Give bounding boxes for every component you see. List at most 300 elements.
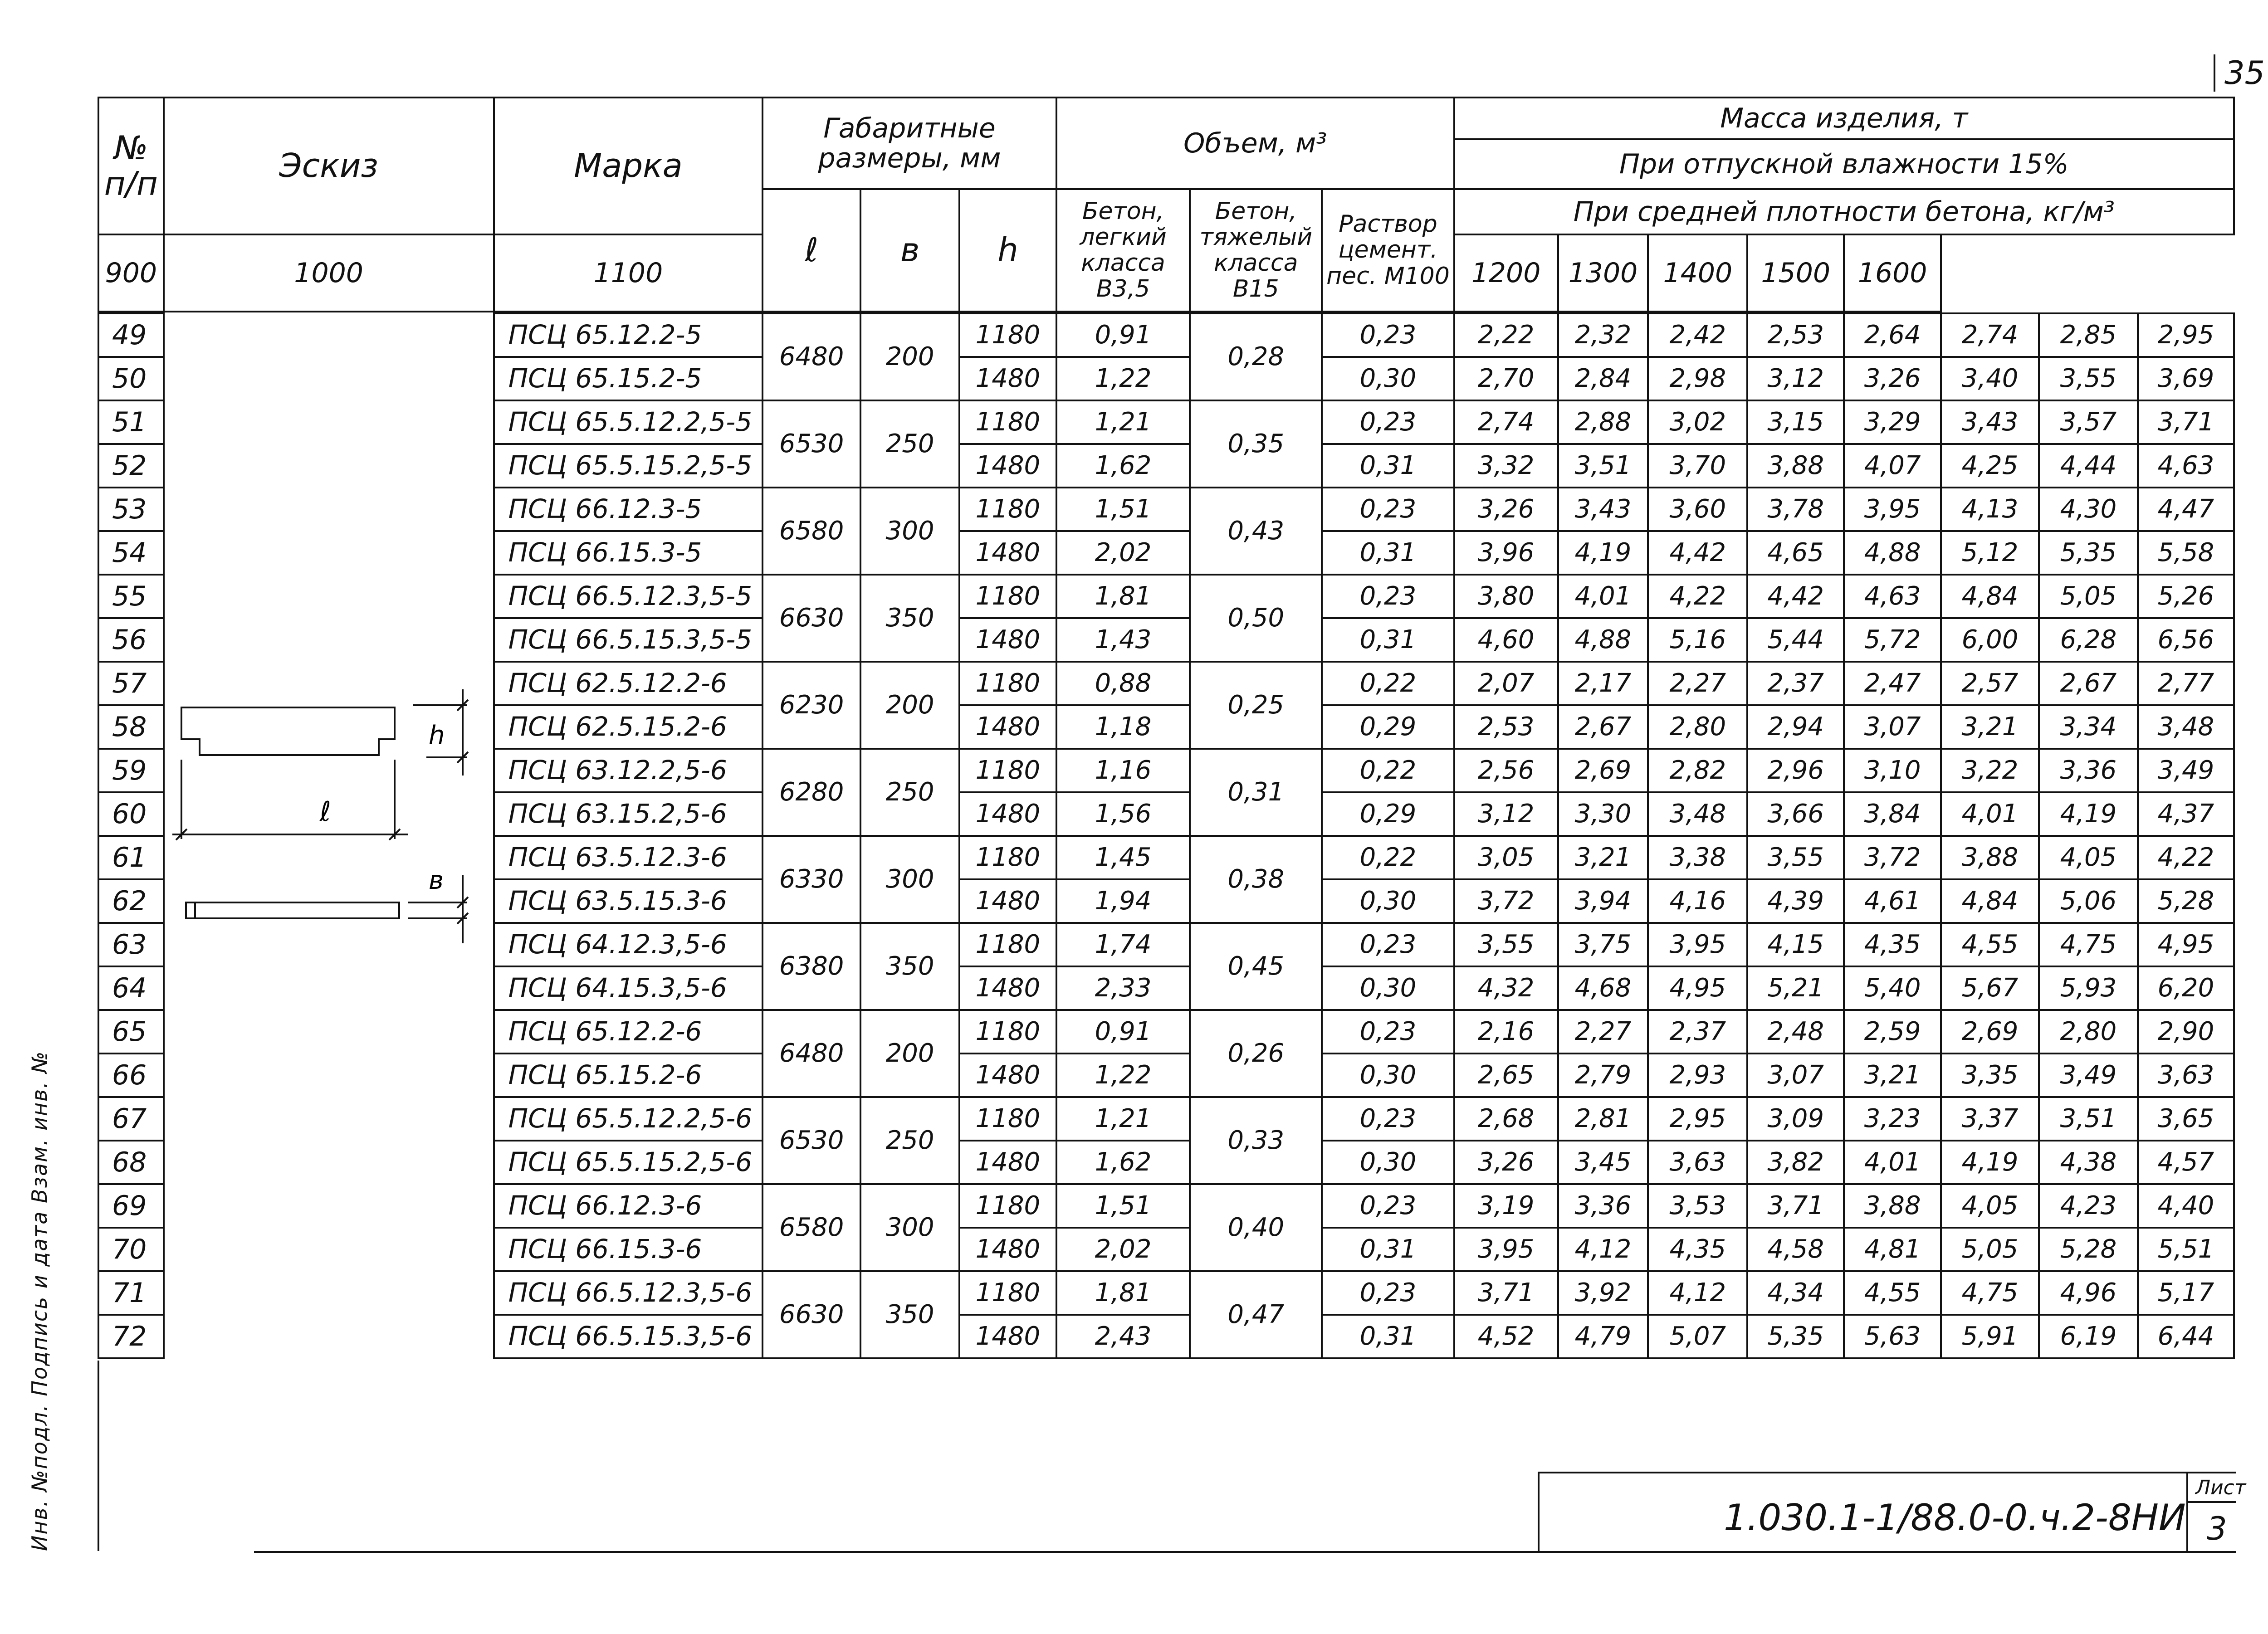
row-mass-1600: 3,69 <box>2138 357 2234 400</box>
row-mass-1100: 4,95 <box>1648 966 1747 1010</box>
row-mass-1100: 2,93 <box>1648 1054 1747 1097</box>
row-mass-900: 4,52 <box>1454 1315 1558 1358</box>
header-dimensions: Габаритные размеры, мм <box>763 98 1056 189</box>
row-mark: ПСЦ 62.5.15.2-6 <box>494 705 763 749</box>
row-mark: ПСЦ 63.15.2,5-6 <box>494 792 763 836</box>
row-dim-h: 1480 <box>959 879 1056 923</box>
row-mass-1000: 4,19 <box>1558 531 1648 575</box>
row-vol-light: 2,33 <box>1056 966 1190 1010</box>
header-density-1000: 1000 <box>164 234 494 312</box>
row-vol-light: 1,56 <box>1056 792 1190 836</box>
row-vol-light: 1,81 <box>1056 1271 1190 1315</box>
row-vol-light: 0,91 <box>1056 313 1190 357</box>
row-mass-1300: 3,26 <box>1844 357 1941 400</box>
side-stamp: Инв. №подл. Подпись и дата Взам. инв. № <box>27 1050 52 1551</box>
row-number: 65 <box>98 1010 164 1054</box>
row-mark: ПСЦ 66.15.3-5 <box>494 531 763 575</box>
row-mass-1300: 4,07 <box>1844 444 1941 488</box>
table-row <box>98 313 2234 357</box>
row-mass-900: 2,70 <box>1454 357 1558 400</box>
row-mass-1000: 2,27 <box>1558 1010 1648 1054</box>
row-mass-1300: 3,72 <box>1844 836 1941 879</box>
row-number: 72 <box>98 1315 164 1358</box>
row-mark: ПСЦ 62.5.12.2-6 <box>494 662 763 705</box>
row-mass-1000: 2,32 <box>1558 313 1648 357</box>
sketch-label-l: ℓ <box>320 796 331 828</box>
row-dim-h: 1480 <box>959 444 1056 488</box>
row-mass-1200: 3,78 <box>1747 488 1844 531</box>
row-mass-1100: 4,42 <box>1648 531 1747 575</box>
row-dim-h: 1180 <box>959 1010 1056 1054</box>
row-mass-1400: 4,19 <box>1941 1141 2039 1184</box>
header-mass: Масса изделия, т <box>1454 98 2234 139</box>
row-mark: ПСЦ 65.12.2-5 <box>494 313 763 357</box>
row-mass-1300: 4,88 <box>1844 531 1941 575</box>
row-mass-1300: 4,35 <box>1844 923 1941 966</box>
row-mark: ПСЦ 64.12.3,5-6 <box>494 923 763 966</box>
row-vol-mortar: 0,23 <box>1322 923 1454 966</box>
row-mass-1100: 4,22 <box>1648 575 1747 618</box>
row-mass-1200: 2,37 <box>1747 662 1844 705</box>
row-vol-light: 1,22 <box>1056 357 1190 400</box>
row-mass-1000: 4,12 <box>1558 1228 1648 1271</box>
row-vol-mortar: 0,30 <box>1322 1141 1454 1184</box>
row-mass-1600: 4,47 <box>2138 488 2234 531</box>
row-mass-1600: 6,56 <box>2138 618 2234 662</box>
row-vol-light: 1,62 <box>1056 1141 1190 1184</box>
row-mass-1400: 5,12 <box>1941 531 2039 575</box>
row-mass-1200: 3,09 <box>1747 1097 1844 1141</box>
row-mass-900: 2,16 <box>1454 1010 1558 1054</box>
row-number: 66 <box>98 1054 164 1097</box>
row-mass-1300: 3,88 <box>1844 1184 1941 1228</box>
row-mass-1500: 4,38 <box>2039 1141 2138 1184</box>
row-mass-1600: 4,40 <box>2138 1184 2234 1228</box>
row-mass-1600: 5,26 <box>2138 575 2234 618</box>
row-mass-900: 2,65 <box>1454 1054 1558 1097</box>
row-mass-1400: 2,69 <box>1941 1010 2039 1054</box>
row-mass-1200: 3,55 <box>1747 836 1844 879</box>
row-mass-900: 3,95 <box>1454 1228 1558 1271</box>
row-number: 63 <box>98 923 164 966</box>
row-mass-1000: 2,67 <box>1558 705 1648 749</box>
row-mass-1600: 3,65 <box>2138 1097 2234 1141</box>
row-dim-h: 1480 <box>959 792 1056 836</box>
row-number: 53 <box>98 488 164 531</box>
row-mass-900: 3,12 <box>1454 792 1558 836</box>
row-dim-h: 1180 <box>959 1097 1056 1141</box>
header-density-900: 900 <box>98 234 164 312</box>
row-dim-h: 1180 <box>959 749 1056 792</box>
row-mass-1400: 2,74 <box>1941 313 2039 357</box>
row-number: 60 <box>98 792 164 836</box>
row-mass-1000: 2,81 <box>1558 1097 1648 1141</box>
row-mass-1400: 4,55 <box>1941 923 2039 966</box>
row-vol-mortar: 0,22 <box>1322 749 1454 792</box>
row-mass-1400: 4,25 <box>1941 444 2039 488</box>
sketch-label-b: в <box>429 866 444 895</box>
row-mass-1500: 5,05 <box>2039 575 2138 618</box>
row-mass-1200: 3,66 <box>1747 792 1844 836</box>
header-vol-heavy: Бетон, тяжелый класса В15 <box>1190 189 1322 312</box>
row-vol-heavy: 0,47 <box>1190 1271 1322 1358</box>
row-mass-1500: 3,57 <box>2039 400 2138 444</box>
row-vol-light: 1,81 <box>1056 575 1190 618</box>
sheet-number: 3 <box>2207 1510 2227 1547</box>
row-mass-1000: 3,94 <box>1558 879 1648 923</box>
header-humidity: При отпускной влажности 15% <box>1454 139 2234 189</box>
row-number: 64 <box>98 966 164 1010</box>
row-mass-1000: 3,92 <box>1558 1271 1648 1315</box>
row-mark: ПСЦ 66.5.12.3,5-6 <box>494 1271 763 1315</box>
header-vol-light: Бетон, легкий класса В3,5 <box>1056 189 1190 312</box>
row-mass-1600: 3,49 <box>2138 749 2234 792</box>
row-vol-mortar: 0,30 <box>1322 357 1454 400</box>
row-mass-1300: 3,23 <box>1844 1097 1941 1141</box>
row-mass-900: 3,55 <box>1454 923 1558 966</box>
row-mark: ПСЦ 66.5.15.3,5-5 <box>494 618 763 662</box>
row-mass-1400: 2,57 <box>1941 662 2039 705</box>
row-vol-mortar: 0,31 <box>1322 444 1454 488</box>
row-vol-heavy: 0,28 <box>1190 313 1322 400</box>
row-vol-mortar: 0,31 <box>1322 618 1454 662</box>
row-mass-1500: 3,51 <box>2039 1097 2138 1141</box>
row-mass-900: 2,56 <box>1454 749 1558 792</box>
row-vol-light: 1,16 <box>1056 749 1190 792</box>
row-mass-1400: 3,43 <box>1941 400 2039 444</box>
row-dim-l: 6530 <box>763 400 860 488</box>
row-vol-light: 1,22 <box>1056 1054 1190 1097</box>
row-vol-mortar: 0,30 <box>1322 966 1454 1010</box>
row-mass-1200: 2,94 <box>1747 705 1844 749</box>
row-number: 61 <box>98 836 164 879</box>
row-mass-1600: 4,63 <box>2138 444 2234 488</box>
frame-left-line <box>98 1361 99 1551</box>
row-number: 58 <box>98 705 164 749</box>
panel-plan <box>186 902 399 918</box>
row-mass-1400: 3,88 <box>1941 836 2039 879</box>
row-mass-1100: 2,42 <box>1648 313 1747 357</box>
row-mass-1300: 4,81 <box>1844 1228 1941 1271</box>
row-dim-l: 6330 <box>763 836 860 923</box>
row-mass-1200: 2,53 <box>1747 313 1844 357</box>
row-mass-1200: 4,65 <box>1747 531 1844 575</box>
row-mark: ПСЦ 65.12.2-6 <box>494 1010 763 1054</box>
row-number: 56 <box>98 618 164 662</box>
row-dim-h: 1480 <box>959 1228 1056 1271</box>
row-number: 52 <box>98 444 164 488</box>
row-mass-1100: 4,35 <box>1648 1228 1747 1271</box>
row-mass-1400: 3,37 <box>1941 1097 2039 1141</box>
row-vol-mortar: 0,30 <box>1322 879 1454 923</box>
row-vol-light: 1,74 <box>1056 923 1190 966</box>
row-mass-1300: 4,63 <box>1844 575 1941 618</box>
row-mass-1500: 2,67 <box>2039 662 2138 705</box>
row-mass-900: 2,22 <box>1454 313 1558 357</box>
row-mass-1300: 2,59 <box>1844 1010 1941 1054</box>
row-mark: ПСЦ 65.5.12.2,5-5 <box>494 400 763 444</box>
row-number: 71 <box>98 1271 164 1315</box>
row-vol-light: 1,62 <box>1056 444 1190 488</box>
row-number: 55 <box>98 575 164 618</box>
row-mass-1500: 4,05 <box>2039 836 2138 879</box>
row-mass-1400: 4,01 <box>1941 792 2039 836</box>
row-mass-1600: 3,48 <box>2138 705 2234 749</box>
row-mass-1000: 3,21 <box>1558 836 1648 879</box>
header-dim-h: h <box>959 189 1056 312</box>
row-mass-1500: 5,28 <box>2039 1228 2138 1271</box>
row-number: 49 <box>98 313 164 357</box>
row-mass-1500: 4,96 <box>2039 1271 2138 1315</box>
row-vol-light: 0,88 <box>1056 662 1190 705</box>
row-dim-l: 6480 <box>763 313 860 400</box>
row-mass-1600: 4,37 <box>2138 792 2234 836</box>
row-vol-light: 1,18 <box>1056 705 1190 749</box>
row-dim-b: 250 <box>860 749 959 836</box>
row-mass-1600: 2,95 <box>2138 313 2234 357</box>
row-mass-1500: 4,44 <box>2039 444 2138 488</box>
row-mass-1500: 3,36 <box>2039 749 2138 792</box>
row-mass-1100: 5,16 <box>1648 618 1747 662</box>
row-vol-mortar: 0,23 <box>1322 313 1454 357</box>
row-mass-1400: 4,84 <box>1941 575 2039 618</box>
row-mass-900: 3,05 <box>1454 836 1558 879</box>
row-dim-b: 300 <box>860 836 959 923</box>
row-dim-b: 200 <box>860 313 959 400</box>
row-dim-b: 200 <box>860 662 959 749</box>
header-density-1400: 1400 <box>1648 234 1747 312</box>
row-mark: ПСЦ 66.5.15.3,5-6 <box>494 1315 763 1358</box>
row-vol-light: 2,02 <box>1056 531 1190 575</box>
panel-sketch <box>172 680 490 971</box>
row-mass-1200: 3,71 <box>1747 1184 1844 1228</box>
row-vol-heavy: 0,26 <box>1190 1010 1322 1097</box>
row-mass-900: 2,74 <box>1454 400 1558 444</box>
row-number: 54 <box>98 531 164 575</box>
row-mark: ПСЦ 66.15.3-6 <box>494 1228 763 1271</box>
row-mass-1600: 2,77 <box>2138 662 2234 705</box>
row-mass-1000: 4,79 <box>1558 1315 1648 1358</box>
row-vol-heavy: 0,43 <box>1190 488 1322 575</box>
row-mass-900: 2,68 <box>1454 1097 1558 1141</box>
row-mass-1400: 4,84 <box>1941 879 2039 923</box>
row-mark: ПСЦ 66.12.3-5 <box>494 488 763 531</box>
row-vol-light: 0,91 <box>1056 1010 1190 1054</box>
row-vol-mortar: 0,23 <box>1322 488 1454 531</box>
row-mass-900: 4,60 <box>1454 618 1558 662</box>
row-mass-1200: 5,21 <box>1747 966 1844 1010</box>
row-mass-1200: 5,44 <box>1747 618 1844 662</box>
row-mass-1100: 2,95 <box>1648 1097 1747 1141</box>
row-mark: ПСЦ 66.12.3-6 <box>494 1184 763 1228</box>
row-mass-1600: 2,90 <box>2138 1010 2234 1054</box>
row-mass-1000: 2,88 <box>1558 400 1648 444</box>
row-mass-900: 3,26 <box>1454 488 1558 531</box>
row-vol-mortar: 0,31 <box>1322 531 1454 575</box>
row-mass-1600: 6,44 <box>2138 1315 2234 1358</box>
row-mass-1300: 5,72 <box>1844 618 1941 662</box>
row-dim-l: 6580 <box>763 1184 860 1271</box>
row-mass-1000: 3,43 <box>1558 488 1648 531</box>
row-dim-h: 1180 <box>959 923 1056 966</box>
sketch-label-h: h <box>429 721 445 750</box>
row-dim-l: 6280 <box>763 749 860 836</box>
frame-bottom-line <box>254 1551 2236 1553</box>
row-dim-h: 1180 <box>959 1184 1056 1228</box>
row-mass-1600: 5,17 <box>2138 1271 2234 1315</box>
row-vol-light: 1,51 <box>1056 488 1190 531</box>
row-mass-1400: 4,13 <box>1941 488 2039 531</box>
row-mass-1100: 3,60 <box>1648 488 1747 531</box>
row-mass-1000: 2,79 <box>1558 1054 1648 1097</box>
row-mass-1500: 6,19 <box>2039 1315 2138 1358</box>
row-vol-mortar: 0,29 <box>1322 705 1454 749</box>
row-mass-1200: 3,12 <box>1747 357 1844 400</box>
row-number: 51 <box>98 400 164 444</box>
row-vol-mortar: 0,29 <box>1322 792 1454 836</box>
row-dim-b: 350 <box>860 923 959 1010</box>
row-mass-1600: 5,28 <box>2138 879 2234 923</box>
row-mass-1500: 5,06 <box>2039 879 2138 923</box>
row-mass-1400: 4,05 <box>1941 1184 2039 1228</box>
row-number: 50 <box>98 357 164 400</box>
row-vol-heavy: 0,33 <box>1190 1097 1322 1184</box>
row-mass-900: 3,72 <box>1454 879 1558 923</box>
row-mass-1200: 2,96 <box>1747 749 1844 792</box>
row-mass-900: 2,53 <box>1454 705 1558 749</box>
page-number: 35 <box>2214 54 2265 92</box>
row-vol-mortar: 0,31 <box>1322 1228 1454 1271</box>
row-dim-l: 6580 <box>763 488 860 575</box>
row-mark: ПСЦ 63.5.15.3-6 <box>494 879 763 923</box>
row-mass-1600: 4,95 <box>2138 923 2234 966</box>
header-density-1200: 1200 <box>1454 234 1558 312</box>
row-mass-1500: 4,75 <box>2039 923 2138 966</box>
row-dim-l: 6230 <box>763 662 860 749</box>
header-density-1300: 1300 <box>1558 234 1648 312</box>
row-mass-1500: 5,93 <box>2039 966 2138 1010</box>
row-mass-1100: 3,95 <box>1648 923 1747 966</box>
header-volume: Объем, м³ <box>1056 98 1454 189</box>
header-density: При средней плотности бетона, кг/м³ <box>1454 189 2234 234</box>
row-number: 70 <box>98 1228 164 1271</box>
row-mass-1500: 3,34 <box>2039 705 2138 749</box>
row-mass-1300: 3,95 <box>1844 488 1941 531</box>
panel-elevation <box>181 707 395 755</box>
row-mass-1100: 2,80 <box>1648 705 1747 749</box>
row-mass-900: 3,26 <box>1454 1141 1558 1184</box>
row-mass-1200: 3,15 <box>1747 400 1844 444</box>
row-mark: ПСЦ 65.5.15.2,5-5 <box>494 444 763 488</box>
row-mass-900: 2,07 <box>1454 662 1558 705</box>
row-mass-1200: 4,58 <box>1747 1228 1844 1271</box>
row-mass-1500: 6,28 <box>2039 618 2138 662</box>
row-vol-mortar: 0,23 <box>1322 1010 1454 1054</box>
row-mass-1200: 4,42 <box>1747 575 1844 618</box>
row-vol-heavy: 0,35 <box>1190 400 1322 488</box>
row-mass-1600: 3,71 <box>2138 400 2234 444</box>
row-dim-l: 6380 <box>763 923 860 1010</box>
row-mass-1400: 5,67 <box>1941 966 2039 1010</box>
row-dim-h: 1180 <box>959 488 1056 531</box>
row-mass-900: 3,96 <box>1454 531 1558 575</box>
header-sketch: Эскиз <box>164 98 494 234</box>
row-mark: ПСЦ 65.15.2-5 <box>494 357 763 400</box>
row-mass-1100: 3,53 <box>1648 1184 1747 1228</box>
row-mass-1600: 4,57 <box>2138 1141 2234 1184</box>
row-dim-h: 1180 <box>959 836 1056 879</box>
row-mass-1300: 2,64 <box>1844 313 1941 357</box>
row-mass-1200: 2,48 <box>1747 1010 1844 1054</box>
row-dim-h: 1180 <box>959 1271 1056 1315</box>
row-number: 59 <box>98 749 164 792</box>
row-mass-1600: 5,51 <box>2138 1228 2234 1271</box>
row-mass-1100: 4,16 <box>1648 879 1747 923</box>
header-density-1100: 1100 <box>494 234 763 312</box>
titleblock-top-line <box>1538 1472 2236 1473</box>
row-vol-heavy: 0,25 <box>1190 662 1322 749</box>
row-dim-h: 1180 <box>959 575 1056 618</box>
row-mass-1300: 3,29 <box>1844 400 1941 444</box>
row-mass-1000: 3,45 <box>1558 1141 1648 1184</box>
titleblock-left-line <box>1538 1472 1540 1551</box>
row-mass-1000: 4,01 <box>1558 575 1648 618</box>
row-mass-900: 3,32 <box>1454 444 1558 488</box>
row-mass-900: 4,32 <box>1454 966 1558 1010</box>
row-mass-1300: 4,55 <box>1844 1271 1941 1315</box>
row-mark: ПСЦ 65.5.15.2,5-6 <box>494 1141 763 1184</box>
row-mark: ПСЦ 63.12.2,5-6 <box>494 749 763 792</box>
titleblock-sheet-divider <box>2186 1472 2188 1551</box>
header-dim-b: в <box>860 189 959 312</box>
row-dim-h: 1480 <box>959 357 1056 400</box>
row-mass-1400: 3,21 <box>1941 705 2039 749</box>
row-mass-1300: 5,40 <box>1844 966 1941 1010</box>
row-number: 68 <box>98 1141 164 1184</box>
row-dim-h: 1480 <box>959 618 1056 662</box>
row-vol-light: 1,51 <box>1056 1184 1190 1228</box>
header-mark: Марка <box>494 98 763 234</box>
row-vol-mortar: 0,23 <box>1322 400 1454 444</box>
row-mass-1300: 5,63 <box>1844 1315 1941 1358</box>
row-vol-light: 1,45 <box>1056 836 1190 879</box>
row-mark: ПСЦ 66.5.12.3,5-5 <box>494 575 763 618</box>
row-vol-heavy: 0,40 <box>1190 1184 1322 1271</box>
header-density-1500: 1500 <box>1747 234 1844 312</box>
row-vol-light: 2,43 <box>1056 1315 1190 1358</box>
row-mass-1300: 4,01 <box>1844 1141 1941 1184</box>
row-vol-light: 1,94 <box>1056 879 1190 923</box>
row-vol-heavy: 0,38 <box>1190 836 1322 923</box>
row-mass-1000: 3,30 <box>1558 792 1648 836</box>
row-mark: ПСЦ 64.15.3,5-6 <box>494 966 763 1010</box>
row-mass-1200: 4,34 <box>1747 1271 1844 1315</box>
row-dim-h: 1480 <box>959 531 1056 575</box>
row-vol-mortar: 0,23 <box>1322 1271 1454 1315</box>
row-mass-1400: 5,91 <box>1941 1315 2039 1358</box>
row-dim-b: 250 <box>860 400 959 488</box>
row-mass-1400: 5,05 <box>1941 1228 2039 1271</box>
row-dim-h: 1180 <box>959 313 1056 357</box>
row-mass-1000: 4,88 <box>1558 618 1648 662</box>
row-vol-heavy: 0,31 <box>1190 749 1322 836</box>
row-mass-1600: 6,20 <box>2138 966 2234 1010</box>
row-dim-l: 6480 <box>763 1010 860 1097</box>
row-vol-mortar: 0,23 <box>1322 575 1454 618</box>
row-mass-1200: 4,39 <box>1747 879 1844 923</box>
row-vol-heavy: 0,45 <box>1190 923 1322 1010</box>
row-mass-1000: 4,68 <box>1558 966 1648 1010</box>
